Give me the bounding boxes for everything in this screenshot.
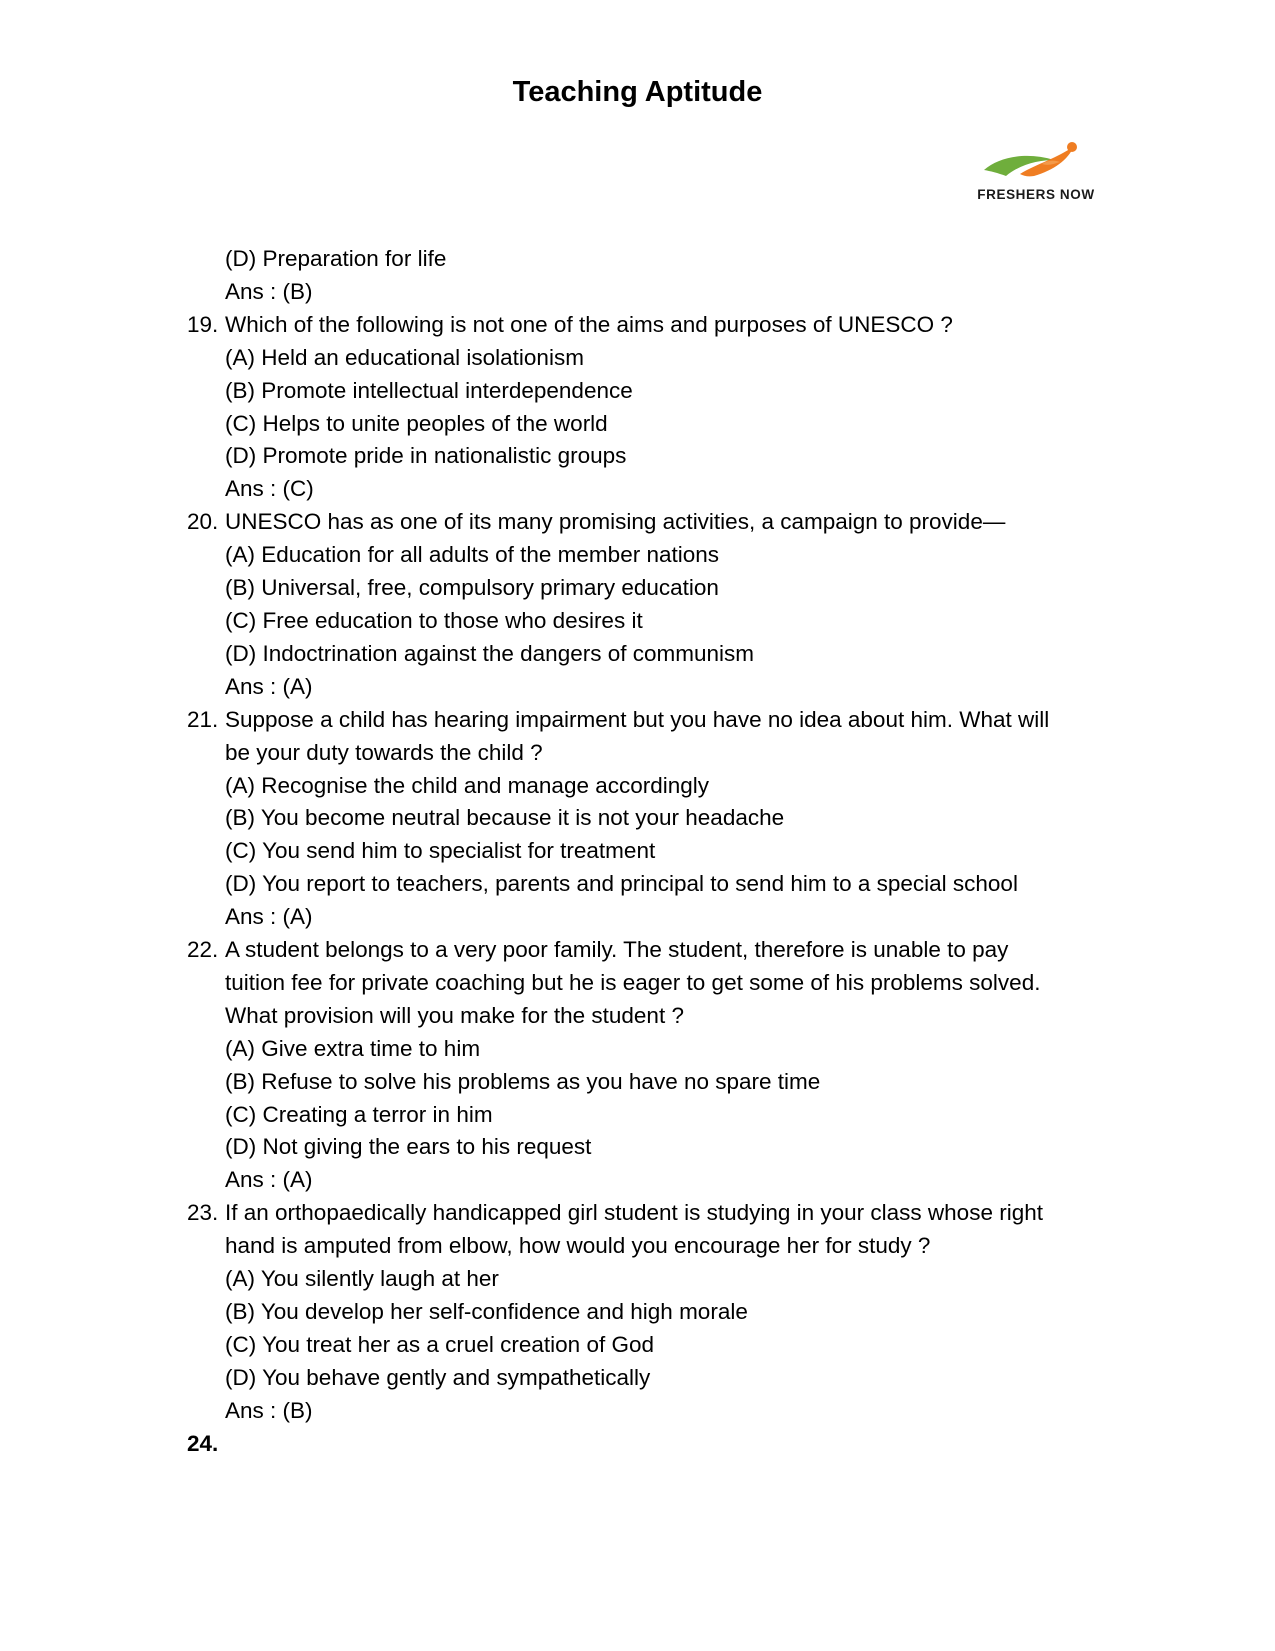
question-21-stem <box>187 704 1107 737</box>
carryover-answer: Ans : (B) <box>225 278 313 304</box>
question-23-stem <box>187 1197 1107 1230</box>
option-c: (C) Helps to unite peoples of the world <box>225 410 608 436</box>
question-text: Which of the following is not one of the aims and purposes of UNESCO ? <box>225 311 953 337</box>
option-c: (C) Creating a terror in him <box>225 1101 493 1127</box>
option-a: (A) You silently laugh at her <box>225 1266 499 1292</box>
answer: Ans : (A) <box>225 904 313 930</box>
page-title: Teaching Aptitude <box>512 76 763 108</box>
question-text: A student belongs to a very poor family. The student, therefore is unable to pay <box>225 937 1009 963</box>
option-d: (D) Promote pride in nationalistic groups <box>225 443 627 469</box>
option-b: (B) Universal, free, compulsory primary education <box>225 575 719 601</box>
option-a: (A) Give extra time to him <box>225 1035 481 1061</box>
question-text-continued: tuition fee for private coaching but he is eager to get some of his problems solved. <box>225 969 1041 995</box>
freshers-now-logo <box>962 140 1110 208</box>
option-a: (A) Recognise the child and manage accordingly <box>225 772 710 798</box>
option-d: (D) You report to teachers, parents and principal to send him to a special school <box>225 871 1018 897</box>
question-number: 24. <box>187 1430 219 1456</box>
question-number: 23. <box>187 1200 219 1226</box>
question-number: 19. <box>187 311 219 337</box>
option-a: (A) Held an educational isolationism <box>225 344 584 370</box>
option-b: (B) You become neutral because it is not your headache <box>225 805 785 831</box>
answer: Ans : (C) <box>225 476 314 502</box>
question-text-continued: hand is amputed from elbow, how would you encourage her for study ? <box>225 1233 931 1259</box>
option-d: (D) Not giving the ears to his request <box>225 1134 592 1160</box>
question-text: UNESCO has as one of its many promising activities, a campaign to provide— <box>225 509 1006 535</box>
option-d: (D) Indoctrination against the dangers of communism <box>225 640 755 666</box>
option-d: (D) You behave gently and sympathetically <box>225 1364 651 1390</box>
option-c: (C) You send him to specialist for treatment <box>225 838 656 864</box>
carryover-option-d: (D) Preparation for life <box>225 246 447 271</box>
logo-text: FRESHERS NOW <box>977 187 1095 202</box>
option-b: (B) Refuse to solve his problems as you have no spare time <box>225 1068 821 1094</box>
logo-swoosh-icon <box>962 140 1110 190</box>
option-a: (A) Education for all adults of the member nations <box>225 542 720 568</box>
question-list <box>187 243 1107 1456</box>
question-text-continued: What provision will you make for the student ? <box>225 1002 684 1028</box>
question-number: 22. <box>187 937 219 963</box>
question-number: 20. <box>187 509 219 535</box>
answer: Ans : (A) <box>225 1167 313 1193</box>
option-b: (B) Promote intellectual interdependence <box>225 377 633 403</box>
question-19-stem <box>187 309 1107 342</box>
option-b: (B) You develop her self-confidence and high morale <box>225 1299 748 1324</box>
answer: Ans : (A) <box>225 673 313 699</box>
question-text: Suppose a child has hearing impairment but you have no idea about him. What will <box>225 706 1050 732</box>
answer: Ans : (B) <box>225 1397 313 1423</box>
question-number: 21. <box>187 706 219 732</box>
option-c: (C) You treat her as a cruel creation of God <box>225 1331 654 1357</box>
question-22-stem <box>187 934 1107 967</box>
question-20-stem <box>187 506 1107 539</box>
option-c: (C) Free education to those who desires it <box>225 607 643 633</box>
question-text-continued: be your duty towards the child ? <box>225 739 543 765</box>
question-text: If an orthopaedically handicapped girl student is studying in your class whose right <box>225 1200 1043 1226</box>
